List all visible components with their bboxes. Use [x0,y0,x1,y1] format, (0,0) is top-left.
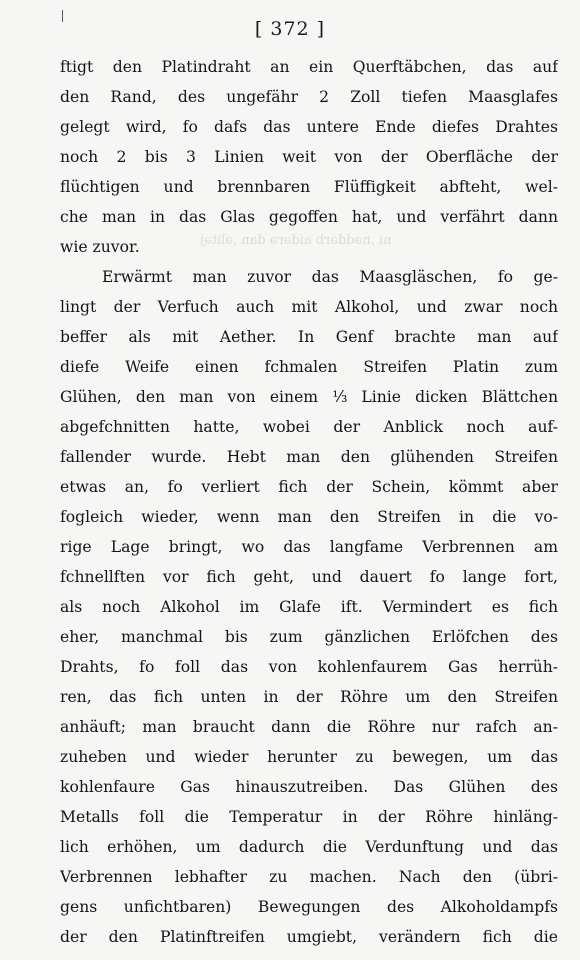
text-line: lingt der Verfuch auch mit Alkohol, und zwar noch [60,298,558,316]
page-number: [ 372 ] [254,18,326,40]
text-line: anhäuft; man braucht dann die Röhre nur rafch an- [60,718,558,736]
text-line: beffer als mit Aether. In Genf brachte man auf [60,328,558,346]
text-line: der den Platinftreifen umgiebt, verändern fich die [60,928,558,946]
text-line: fchnellften vor fich geht, und dauert fo lange fort, [60,568,558,586]
text-line: kohlenfaure Gas hinauszutreiben. Das Glühen des [60,778,558,796]
text-line: fogleich wieder, wenn man den Streifen in die vo- [60,508,558,526]
text-line: lich erhöhen, um dadurch die Verdunftung und das [60,838,558,856]
text-line: abgefchnitten hatte, wobei der Anblick noch auf- [60,418,558,436]
text-line: Drahts, fo foll das von kohlenfaurem Gas herrüh- [60,658,558,676]
text-line: zuheben und wieder herunter zu bewegen, um das [60,748,558,766]
text-line: che man in das Glas gegoffen hat, und verfährt dann [60,208,558,226]
body-text [60,52,558,952]
text-line: als noch Alkohol im Glafe ift. Vermindert es fich [60,598,558,616]
text-line: gelegt wird, fo dafs das untere Ende diefes Drahtes [60,118,558,136]
text-line: fallender wurde. Hebt man den glühenden Streifen [60,448,558,466]
text-line: diefe Weife einen fchmalen Streifen Platin zum [60,358,558,376]
text-line: flüchtigen und brennbaren Flüffigkeit abfteht, wel- [60,178,558,196]
bleed-through-text: ni ,nəddərb aidərə dan ,əlitəj [200,233,392,248]
text-line: wie zuvor. [60,238,140,256]
text-line: Metalls foll die Temperatur in der Röhre hinläng- [60,808,558,826]
paragraph-start-line: Erwärmt man zuvor das Maasgläschen, fo ge- [102,268,558,286]
text-line: noch 2 bis 3 Linien weit von der Oberfläche der [60,148,558,166]
text-line: gens unfichtbaren) Bewegungen des Alkoholdampfs [60,898,558,916]
text-line: ftigt den Platindraht an ein Querftäbchen, das auf [60,58,558,76]
text-line: Glühen, den man von einem ⅓ Linie dicken Blättchen [60,388,558,406]
text-line: Verbrennen lebhafter zu machen. Nach den (übri- [60,868,558,886]
text-line: ren, das fich unten in der Röhre um den Streifen [60,688,558,706]
text-line: den Rand, des ungefähr 2 Zoll tiefen Maasglafes [60,88,558,106]
text-line: eher, manchmal bis zum gänzlichen Erlöfchen des [60,628,558,646]
text-line: etwas an, fo verliert fich der Schein, kömmt aber [60,478,558,496]
text-line: rige Lage bringt, wo das langfame Verbrennen am [60,538,558,556]
